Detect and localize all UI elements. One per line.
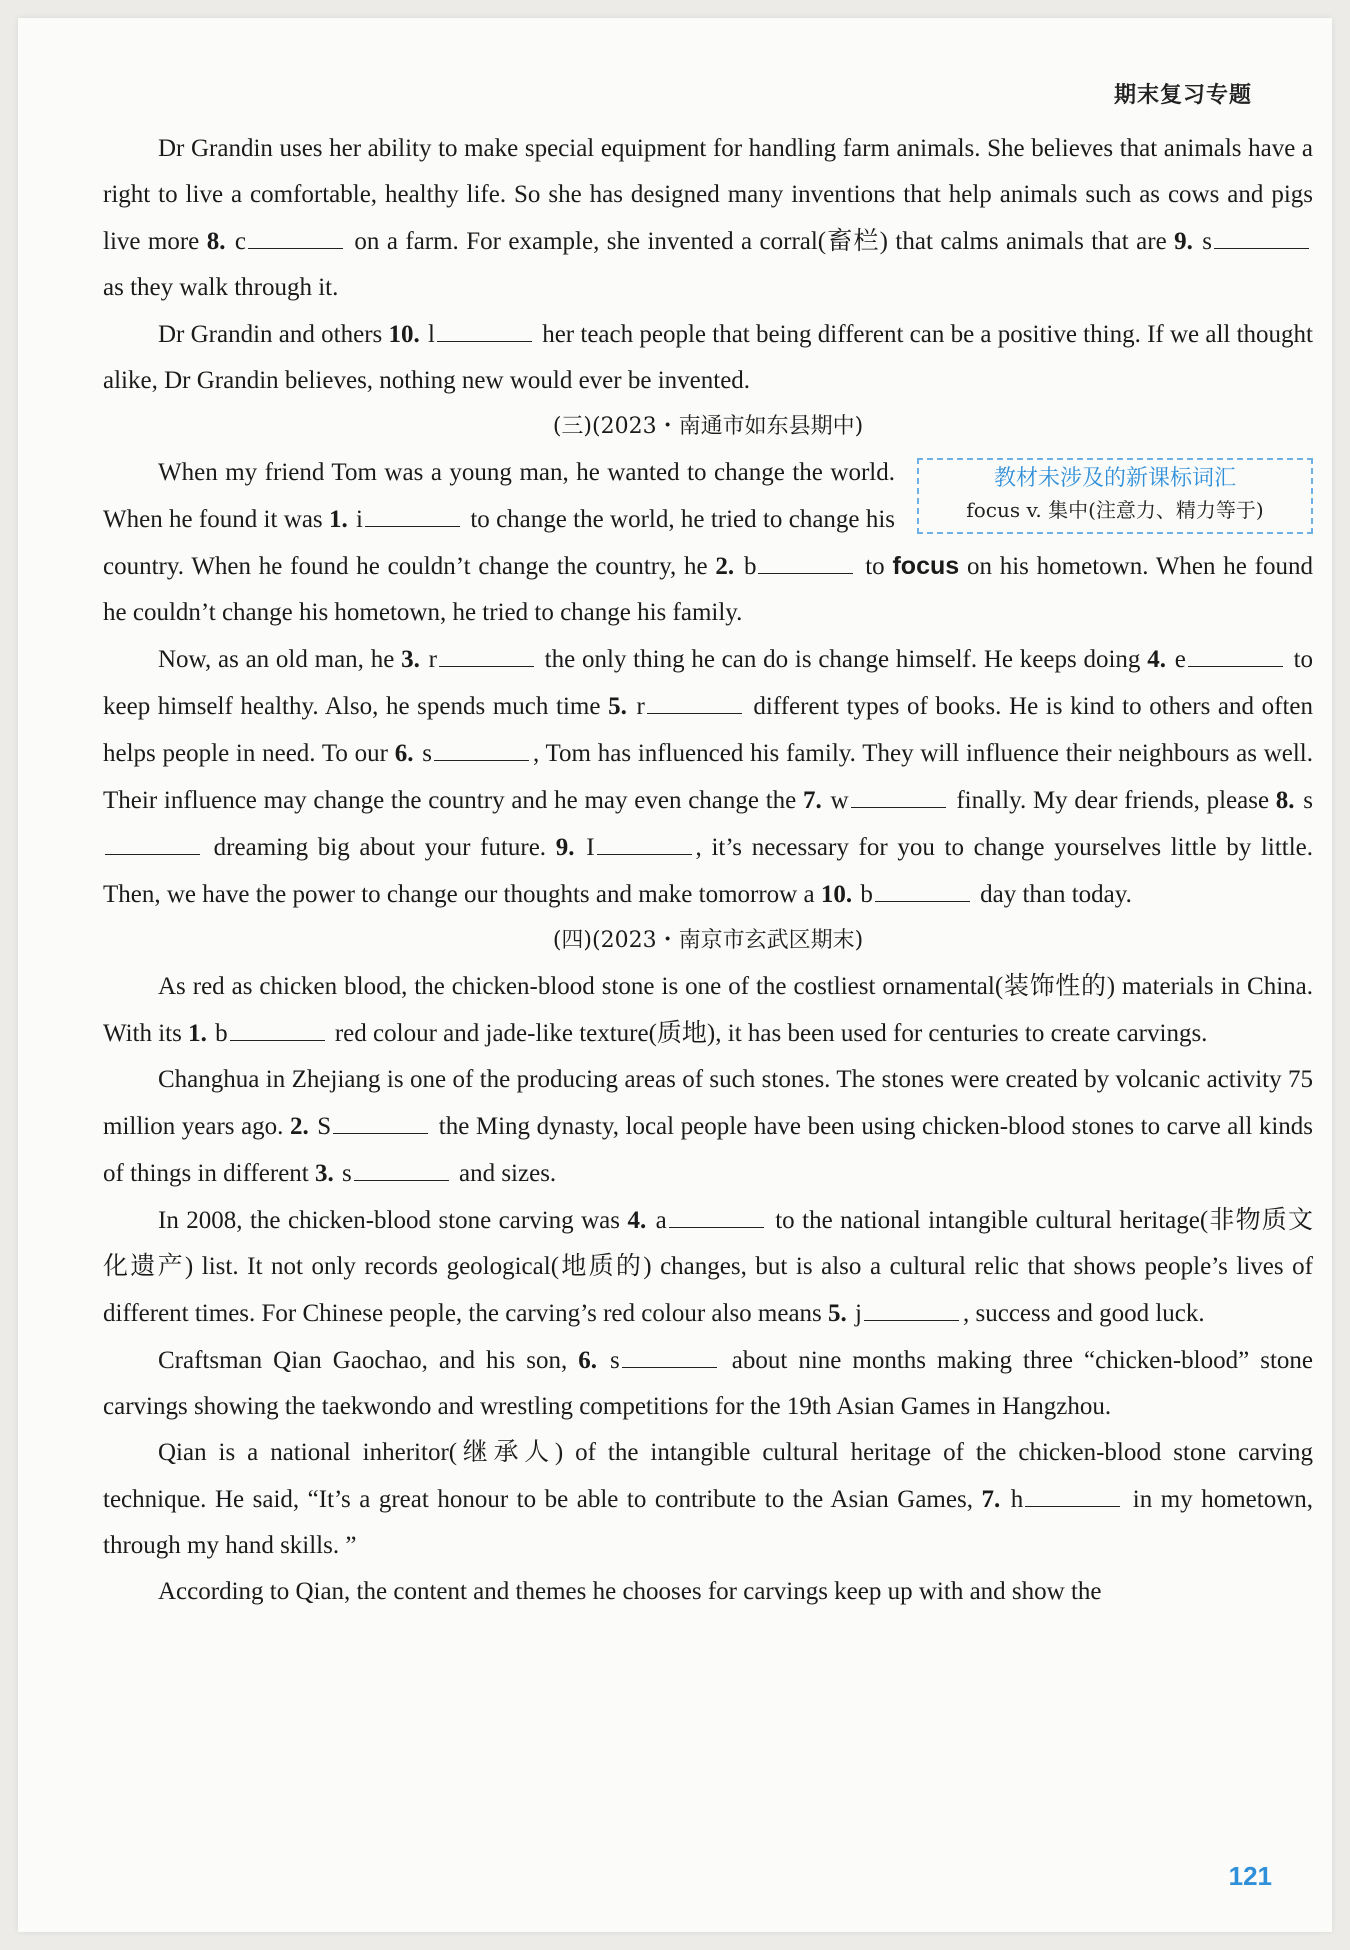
blank-number: 6. xyxy=(394,740,414,767)
paragraph xyxy=(103,1337,1313,1430)
blank-line[interactable] xyxy=(248,218,343,249)
blank-line[interactable] xyxy=(434,730,529,761)
blank-line[interactable] xyxy=(1188,636,1283,667)
blank-line[interactable] xyxy=(365,496,460,527)
blank-line[interactable] xyxy=(669,1197,764,1228)
blank-letter: I xyxy=(586,834,595,861)
blank-letter: s xyxy=(342,1160,352,1187)
blank-number: 4. xyxy=(1147,646,1166,673)
blank-line[interactable] xyxy=(864,1290,959,1321)
blank-line[interactable] xyxy=(875,871,970,902)
blank-letter: e xyxy=(1174,646,1186,673)
text: As red as chicken blood, the chicken-blood stone is one of the costliest ornamental(装饰性的) materials in China. With its xyxy=(103,973,1313,1047)
keyword: focus xyxy=(892,552,960,580)
text: finally. My dear friends, please xyxy=(949,787,1276,814)
text: her teach people that being different can be a positive thing. If we all thought alike, Dr Grandin believes, nothing new would ever be invented. xyxy=(103,321,1314,394)
paragraph xyxy=(103,1057,1313,1197)
text: day than today. xyxy=(973,881,1132,908)
text: Craftsman Qian Gaochao, and his son, xyxy=(158,1347,579,1374)
blank-letter: i xyxy=(356,506,363,533)
text: in my hometown, through my hand skills. ” xyxy=(103,1486,1313,1559)
blank-line[interactable] xyxy=(333,1103,428,1134)
blank-line[interactable] xyxy=(105,824,200,855)
blank-line[interactable] xyxy=(851,777,946,808)
vocab-note-title: 教材未涉及的新课标词汇 xyxy=(993,466,1236,491)
blank-line[interactable] xyxy=(1025,1476,1120,1507)
text: Dr Grandin uses her ability to make special equipment for handling farm animals. She believes that animals have a right to live a comfortable, healthy life. So she has designed many inventions that help animals such as cows and pigs live more xyxy=(103,135,1313,255)
text: the Ming dynasty, local people have been using chicken-blood stones to carve all kinds of things in different xyxy=(103,1113,1314,1187)
blank-letter: c xyxy=(234,228,246,255)
text: the only thing he can do is change himself. He keeps doing xyxy=(537,646,1148,673)
paragraph xyxy=(103,1569,1313,1615)
blank-letter: w xyxy=(830,787,849,814)
blank-number: 9. xyxy=(555,834,575,861)
section-heading: (三)(2023・南通市如东县期中) xyxy=(552,414,864,439)
blank-number: 1. xyxy=(188,1020,207,1047)
blank-letter: b xyxy=(743,553,757,580)
blank-line[interactable] xyxy=(354,1150,449,1181)
blank-letter: s xyxy=(610,1347,620,1374)
blank-letter: l xyxy=(428,321,435,348)
text: Changhua in Zhejiang is one of the producing areas of such stones. The stones were created by volcanic activity 75 million years ago. xyxy=(103,1066,1313,1140)
text: red colour and jade-like texture(质地), it has been used for centuries to create carvings. xyxy=(328,1020,1208,1047)
blank-number: 5. xyxy=(828,1300,847,1327)
blank-line[interactable] xyxy=(647,683,742,714)
blank-letter: s xyxy=(1303,787,1314,814)
blank-letter: a xyxy=(655,1207,667,1234)
paragraph xyxy=(103,1430,1313,1569)
text: about nine months making three “chicken-blood” stone carvings showing the taekwondo and wrestling competitions for the 19th Asian Games in Hangzhou. xyxy=(103,1347,1314,1420)
text: dreaming big about your future. xyxy=(204,834,556,861)
paragraph xyxy=(103,636,1313,918)
text: , Tom has influenced his family. They will influence their neighbours as well. Their influence may change the country and he may even change the xyxy=(103,740,1314,814)
text: According to Qian, the content and themes he chooses for carvings keep up with and show the xyxy=(158,1578,1102,1605)
text: to change the world, he tried to change his country. When he found he couldn’t change the country, he xyxy=(103,506,896,580)
blank-line[interactable] xyxy=(597,824,692,855)
blank-line[interactable] xyxy=(622,1337,717,1368)
text: as they walk through it. xyxy=(103,274,339,301)
blank-number: 7. xyxy=(981,1486,1001,1513)
text: , success and good luck. xyxy=(963,1300,1205,1327)
paragraph xyxy=(103,964,1313,1057)
paragraph xyxy=(103,450,1313,636)
blank-number: 5. xyxy=(608,693,627,720)
vocab-note-box xyxy=(917,458,1313,534)
text: on a farm. For example, she invented a corral(畜栏) that calms animals that are xyxy=(347,228,1175,255)
paragraph xyxy=(103,1197,1313,1337)
paragraph xyxy=(103,311,1313,404)
blank-number: 3. xyxy=(315,1160,334,1187)
text: Dr Grandin and others xyxy=(158,321,389,348)
blank-number: 2. xyxy=(289,1113,309,1140)
blank-letter: r xyxy=(636,693,645,720)
text: Qian is a national inheritor(继承人) of the intangible cultural heritage of the chicken-blood stone carving technique. He said, “It’s a great honour to be able to contribute to the Asian Games, xyxy=(103,1439,1313,1513)
blank-number: 10. xyxy=(820,881,853,908)
blank-number: 3. xyxy=(401,646,420,673)
blank-letter: j xyxy=(855,1300,862,1327)
blank-line[interactable] xyxy=(439,636,534,667)
text: different types of books. He is kind to others and often helps people in need. To our xyxy=(103,693,1314,767)
text: to xyxy=(857,553,893,580)
blank-number: 1. xyxy=(328,506,348,533)
text: to the national intangible cultural heritage(非物质文化遗产) list. It not only records geological(地质的) changes, but is also a cultural relic that shows people’s lives of different times. For Chinese people, the carving’s red colour also means xyxy=(103,1207,1314,1327)
blank-line[interactable] xyxy=(437,311,532,342)
page-number: 121 xyxy=(1228,1861,1272,1891)
text: When my friend Tom was a young man, he wanted to change the world. When he found it was xyxy=(103,459,895,533)
blank-line[interactable] xyxy=(230,1010,325,1041)
page-content xyxy=(103,126,1313,1615)
text: , it’s necessary for you to change yourselves little by little. Then, we have the power to change our thoughts and make tomorrow a xyxy=(103,834,1313,908)
blank-letter: s xyxy=(1202,228,1213,255)
text: and sizes. xyxy=(452,1160,557,1187)
vocab-note-body: focus v. 集中(注意力、精力等于) xyxy=(966,498,1264,522)
text: Now, as an old man, he xyxy=(158,646,402,673)
blank-letter: r xyxy=(428,646,437,673)
section-heading: (四)(2023・南京市玄武区期末) xyxy=(552,928,864,953)
page-header: 期末复习专题 xyxy=(1113,83,1252,108)
blank-letter: s xyxy=(422,740,432,767)
text: to keep himself healthy. Also, he spends much time xyxy=(103,646,1314,720)
blank-number: 9. xyxy=(1174,228,1193,255)
blank-number: 6. xyxy=(578,1347,597,1374)
blank-line[interactable] xyxy=(758,543,853,574)
blank-number: 2. xyxy=(715,553,735,580)
blank-line[interactable] xyxy=(1214,218,1309,249)
blank-number: 4. xyxy=(627,1207,647,1234)
textbook-page xyxy=(18,18,1332,1932)
blank-letter: S xyxy=(317,1113,332,1140)
blank-number: 8. xyxy=(1275,787,1295,814)
blank-number: 10. xyxy=(388,321,420,348)
text: In 2008, the chicken-blood stone carving was xyxy=(158,1207,628,1234)
blank-letter: b xyxy=(860,881,873,908)
blank-letter: h xyxy=(1010,1486,1024,1513)
blank-number: 8. xyxy=(206,228,226,255)
blank-number: 7. xyxy=(803,787,822,814)
paragraph xyxy=(103,126,1313,311)
blank-letter: b xyxy=(215,1020,228,1047)
text: on his hometown. When he found he couldn’t change his hometown, he tried to change his family. xyxy=(103,553,1313,626)
